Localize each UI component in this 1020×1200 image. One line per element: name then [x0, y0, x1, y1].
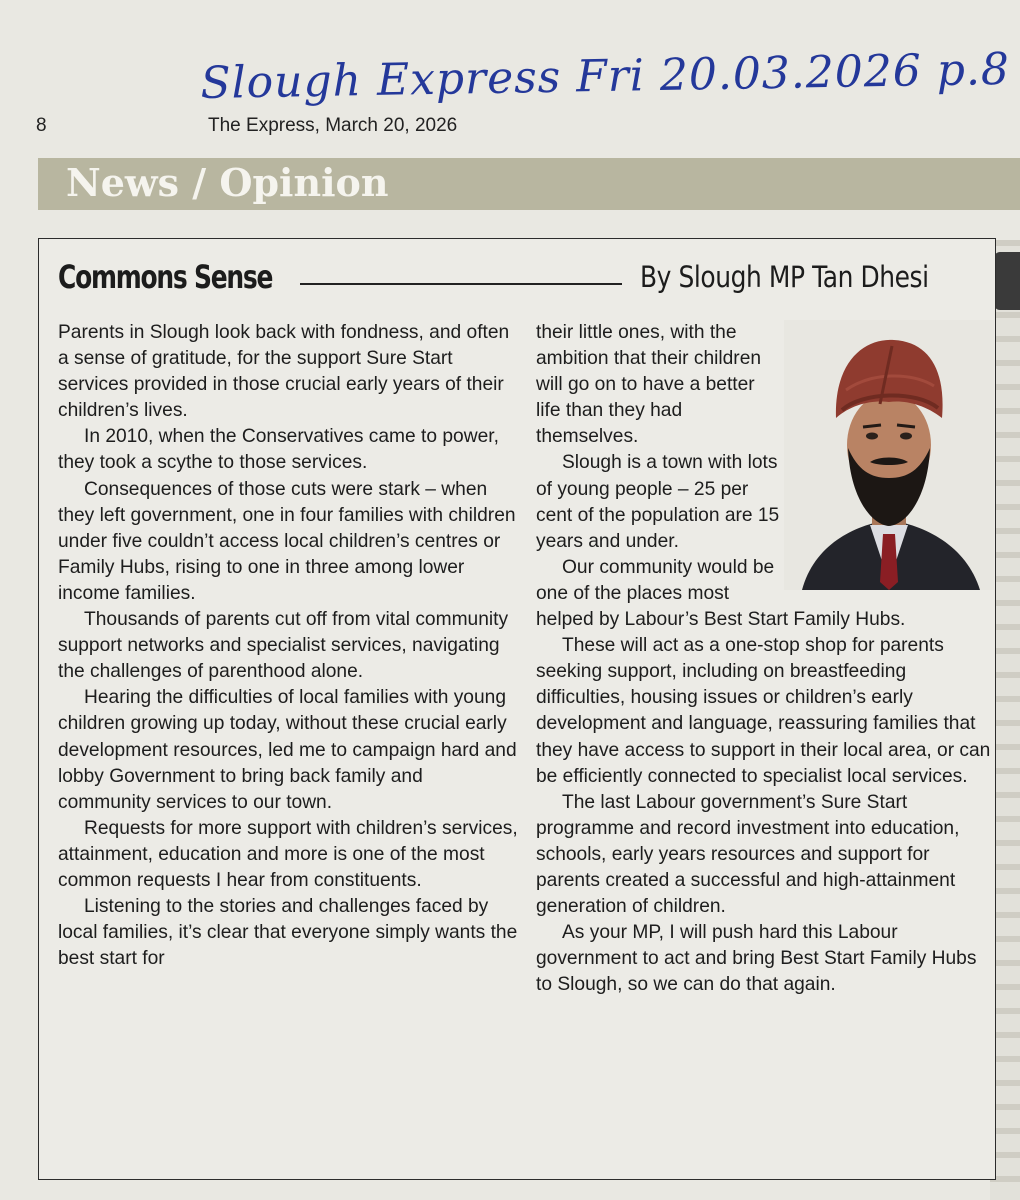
author-portrait-image — [784, 320, 994, 590]
page-number: 8 — [36, 115, 47, 136]
paragraph: Consequences of those cuts were stark – when they left government, one in four families with children under five couldn’t access local children’s centres or Family Hubs, rising to one in three among lower income families. — [58, 478, 516, 604]
paragraph: Our community would be one of the places most helped by Labour’s Best Start Family Hubs. — [536, 556, 906, 631]
paragraph: their little ones, with the ambition that their children will go on to have a better life than they had themselves. — [536, 322, 762, 448]
dateline: The Express, March 20, 2026 — [208, 115, 458, 136]
paragraph: Hearing the difficulties of local families with young children growing up today, without these crucial early development resources, led me to campaign hard and lobby Government to bring back family and community services to our town. — [58, 687, 517, 813]
paragraph: Listening to the stories and challenges faced by local families, it’s clear that everyone simply wants the best start for — [58, 896, 518, 970]
paragraph: In 2010, when the Conservatives came to power, they took a scythe to those services. — [58, 426, 499, 474]
paragraph: As your MP, I will push hard this Labour government to act and bring Best Start Family Hubs to Slough, so we can do that again. — [536, 922, 977, 996]
paragraph: The last Labour government’s Sure Start programme and record investment into education, schools, early years resources and support for parents created a successful and high-attainment generation of children. — [536, 791, 960, 918]
paragraph: These will act as a one-stop shop for parents seeking support, including on breastfeeding difficulties, housing issues or children’s early development and language, reassuring families that they have access to support in their local area, or can be efficiently connected to specialist local services. — [536, 635, 991, 787]
right-text-column — [536, 320, 992, 998]
handwritten-source-note: Slough Express Fri 20.03.2026 p.8 — [200, 43, 1011, 109]
paragraph: Slough is a town with lots of young people – 25 per cent of the population are 15 years and under. — [536, 452, 780, 552]
paragraph: Parents in Slough look back with fondness, and often a sense of gratitude, for the support Sure Start services provided in those crucial early years of their children’s lives. — [58, 322, 510, 422]
adjacent-headline-fragment — [994, 252, 1020, 310]
column-title: Commons Sense — [58, 258, 273, 296]
title-rule — [300, 283, 622, 285]
byline: By Slough MP Tan Dhesi — [640, 260, 929, 294]
left-text-column — [58, 320, 518, 972]
author-photo — [784, 320, 994, 590]
paragraph: Requests for more support with children’s services, attainment, education and more is one of the most common requests I hear from constituents. — [58, 817, 518, 891]
paragraph: Thousands of parents cut off from vital community support networks and specialist services, navigating the challenges of parenthood alone. — [58, 609, 509, 683]
section-label: News / Opinion — [66, 160, 389, 205]
